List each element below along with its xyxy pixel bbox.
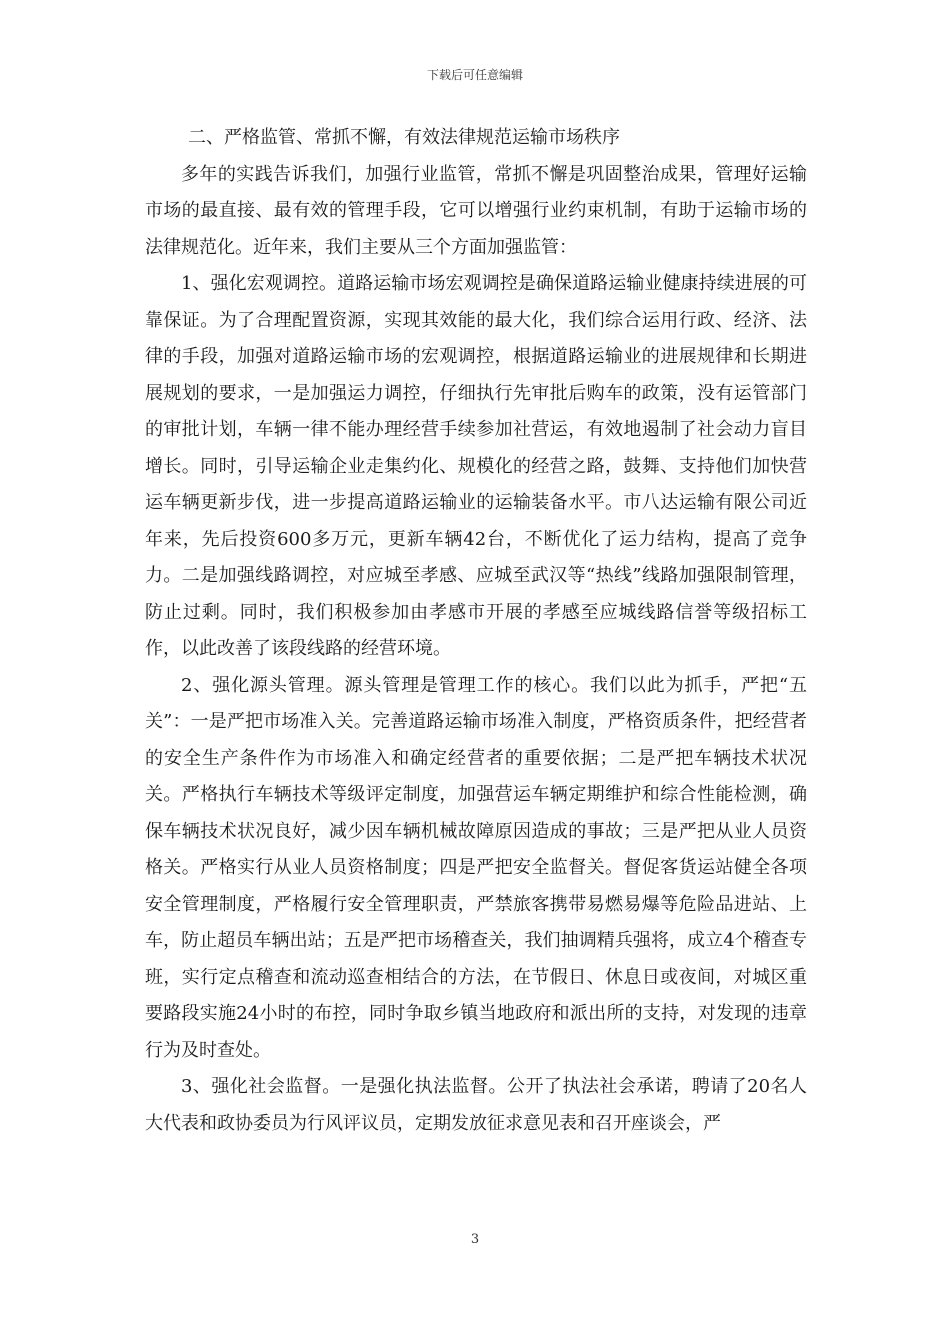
paragraph-social-supervision: 3、强化社会监督。一是强化执法监督。公开了执法社会承诺，聘请了20名人大代表和政协委员为行风评议员，定期发放征求意见表和召开座谈会，严 [145,1076,807,1134]
page-number: 3 [470,1232,480,1247]
paragraph-intro: 多年的实践告诉我们，加强行业监管，常抓不懈是巩固整治成果，管理好运输市场的最直接、最有效的管理手段，它可以增强行业约束机制，有助于运输市场的法律规范化。近年来，我们主要从三个方面加强监管： [145,163,807,258]
page-header: 下载后可任意编辑 [426,68,523,82]
section-heading: 二、严格监管、常抓不懈，有效法律规范运输市场秩序 [188,127,620,148]
document-body [145,120,807,1142]
paragraph-macro-control: 1、强化宏观调控。道路运输市场宏观调控是确保道路运输业健康持续进展的可靠保证。为了合理配置资源，实现其效能的最大化，我们综合运用行政、经济、法律的手段，加强对道路运输市场的宏观调控，根据道路运输业的进展规律和长期进展规划的要求，一是加强运力调控，仔细执行先审批后购车的政策，没有运管部门的审批计划，车辆一律不能办理经营手续参加社营运，有效地遏制了社会动力盲目增长。同时，引导运输企业走集约化、规模化的经营之路，鼓舞、支持他们加快营运车辆更新步伐，进一步提高道路运输业的运输装备水平。市八达运输有限公司近年来，先后投资600多万元，更新车辆42台，不断优化了运力结构，提高了竞争力。二是加强线路调控，对应城至孝感、应城至武汉等“热线”线路加强限制管理，防止过剩。同时，我们积极参加由孝感市开展的孝感至应城线路信誉等级招标工作，以此改善了该段线路的经营环境。 [145,273,807,659]
paragraph-source-management: 2、强化源头管理。源头管理是管理工作的核心。我们以此为抓手，严把“五关”：一是严把市场准入关。完善道路运输市场准入制度，严格资质条件，把经营者的安全生产条件作为市场准入和确定经营者的重要依据；二是严把车辆技术状况关。严格执行车辆技术等级评定制度，加强营运车辆定期维护和综合性能检测，确保车辆技术状况良好，减少因车辆机械故障原因造成的事故；三是严把从业人员资格关。严格实行从业人员资格制度；四是严把安全监督关。督促客货运站健全各项安全管理制度，严格履行安全管理职责，严禁旅客携带易燃易爆等危险品进站、上车，防止超员车辆出站；五是严把市场稽查关，我们抽调精兵强将，成立4个稽查专班，实行定点稽查和流动巡查相结合的方法，在节假日、休息日或夜间，对城区重要路段实施24小时的布控，同时争取乡镇当地政府和派出所的支持，对发现的违章行为及时查处。 [145,674,807,1061]
